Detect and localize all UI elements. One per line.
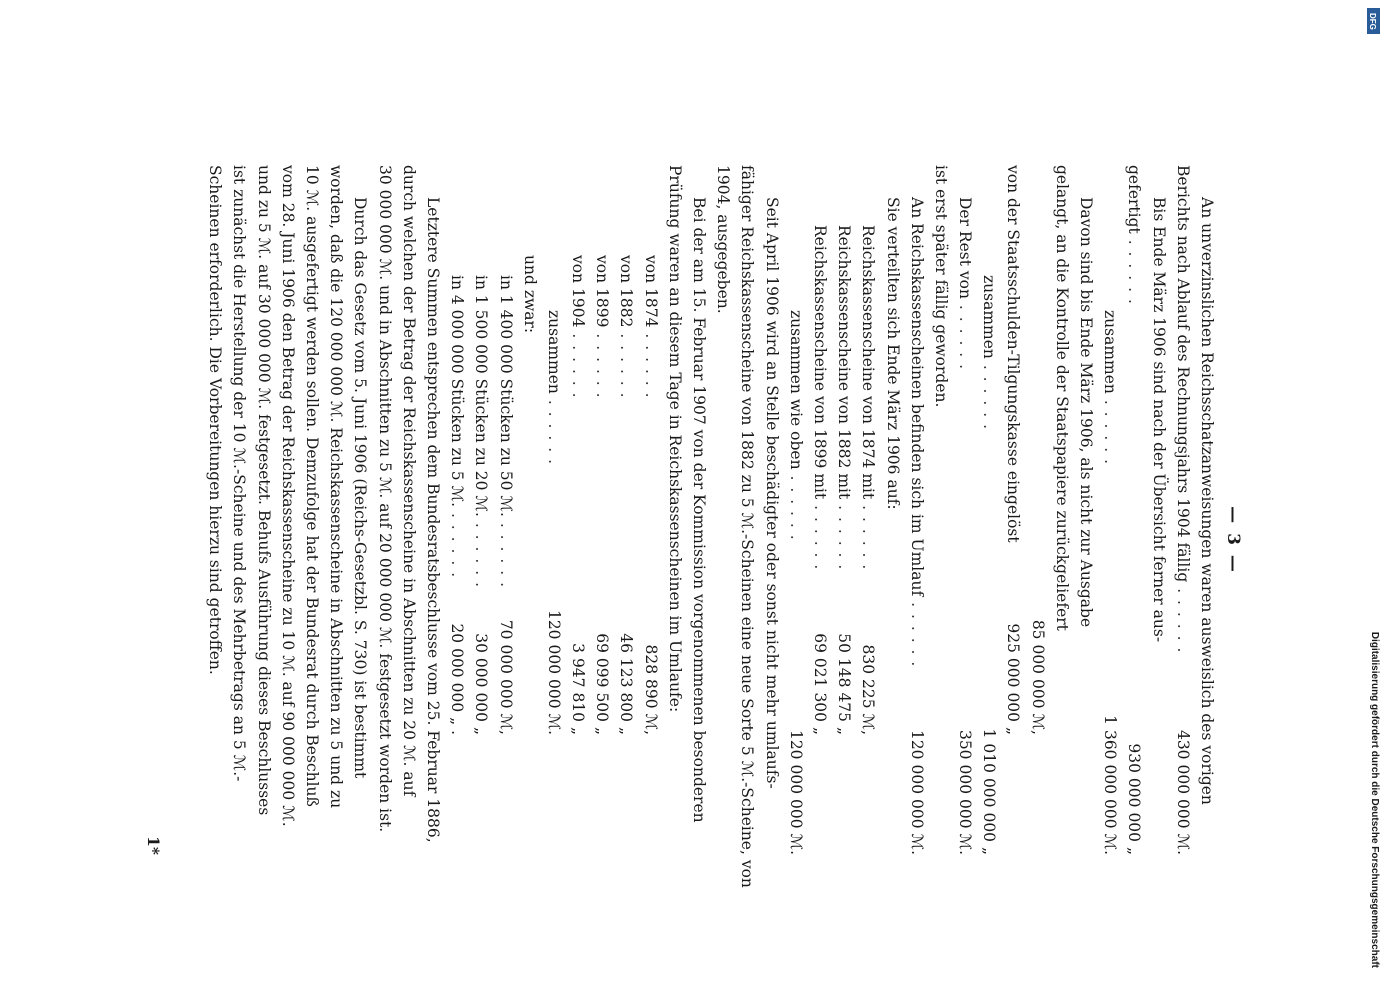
line-text: von der Staatsschulden-Tilgungskasse eingelöst bbox=[1004, 165, 1023, 543]
text-line bbox=[590, 165, 614, 855]
line-text: gelangt, an die Kontrolle der Staatspapiere zurückgeliefert bbox=[1052, 165, 1071, 631]
text-line bbox=[687, 165, 711, 855]
line-text: vom 28. Juni 1906 den Betrag der Reichskassenscheine zu 10 ℳ. auf 90 000 000 ℳ. bbox=[278, 165, 297, 827]
sub-amount: 20 000 000 „ . bbox=[448, 623, 467, 735]
line-text: Reichskassenscheine von 1874 mit bbox=[859, 225, 878, 500]
line-text: fähiger Reichskassenscheine von 1882 zu 5 ℳ.-Scheinen eine neue Sorte 5 ℳ.-Scheine, von bbox=[738, 165, 757, 888]
dot-leader: . . . . . . bbox=[859, 499, 878, 571]
dot-leader: . . . . . . bbox=[835, 499, 854, 571]
text-line bbox=[566, 165, 590, 855]
line-text: Bis Ende März 1906 sind nach der Übersicht ferner aus- bbox=[1149, 197, 1168, 643]
sub-amount: 69 021 300 „ bbox=[811, 633, 829, 735]
line-text: zusammen wie oben bbox=[786, 310, 805, 470]
line-text: zusammen bbox=[1101, 310, 1120, 394]
amount: 1 360 000 000 ℳ. bbox=[1101, 715, 1120, 855]
text-body bbox=[203, 165, 1219, 888]
text-line bbox=[614, 165, 638, 855]
text-line bbox=[300, 165, 324, 855]
line-text: Durch das Gesetz vom 5. Juni 1906 (Reichs-Gesetzbl. S. 730) ist bestimmt bbox=[351, 197, 370, 779]
text-line bbox=[518, 165, 542, 855]
text-line bbox=[808, 165, 832, 855]
dot-leader: . . . . . . bbox=[617, 327, 636, 399]
line-text: in 1 400 000 Stücken zu 50 ℳ. bbox=[496, 275, 515, 517]
line-text: Letztere Summen entsprechen dem Bundesratsbeschlusse vom 25. Februar 1886, bbox=[424, 197, 442, 843]
text-line bbox=[1195, 165, 1219, 855]
line-text: 1904, ausgegeben. bbox=[714, 165, 733, 314]
line-text: zusammen bbox=[544, 310, 563, 394]
text-line bbox=[856, 165, 880, 855]
dot-leader: . . . . . . bbox=[786, 469, 805, 541]
text-line bbox=[493, 165, 517, 855]
document-page bbox=[144, 165, 1245, 888]
text-line bbox=[1171, 165, 1195, 855]
line-text: gefertigt bbox=[1125, 165, 1144, 234]
text-line bbox=[1122, 165, 1146, 855]
line-text: worden, daß die 120 000 000 ℳ. Reichskassenscheine in Abschnitten zu 5 und zu bbox=[327, 165, 346, 809]
line-text: Reichskassenscheine von 1899 mit bbox=[811, 225, 829, 500]
dot-leader: . . . . . . bbox=[569, 327, 588, 399]
dot-leader: . . . . . . bbox=[1173, 582, 1192, 654]
line-text: und zu 5 ℳ. auf 30 000 000 ℳ. festgesetzt. Behufs Ausführung dieses Beschlusses bbox=[254, 165, 273, 816]
dot-leader: . . . . . . bbox=[1125, 233, 1144, 305]
text-line bbox=[276, 165, 300, 855]
dot-leader: . . . . . . bbox=[544, 393, 563, 466]
line-text: Bei der am 15. Februar 1907 von der Kommission vorgenommenen besonderen bbox=[690, 197, 709, 823]
text-line bbox=[348, 165, 372, 855]
amount: 120 000 000 ℳ. bbox=[786, 729, 805, 855]
sub-amount: 50 148 475 „ bbox=[835, 633, 854, 735]
line-text: zusammen bbox=[980, 275, 999, 359]
page-number-header: — 3 — bbox=[1223, 506, 1243, 574]
dot-leader: . . . . . . bbox=[907, 596, 926, 668]
dot-leader: . . . . . . bbox=[496, 516, 515, 589]
line-text: 10 ℳ. ausgefertigt werden sollen. Demzufolge hat der Bundesrat durch Beschluß bbox=[303, 165, 322, 807]
dot-leader: . . . . . . bbox=[593, 327, 612, 399]
text-line bbox=[252, 165, 276, 855]
line-text: An Reichskassenscheinen befinden sich im Umlauf bbox=[907, 197, 926, 597]
amount: 350 000 000 ℳ. bbox=[956, 729, 975, 855]
text-line bbox=[1146, 165, 1170, 855]
dot-leader: . . . . . . bbox=[448, 507, 467, 579]
text-line bbox=[663, 165, 687, 855]
text-line bbox=[784, 165, 808, 855]
dfg-logo: DFG bbox=[1367, 8, 1380, 34]
line-text: Der Rest von bbox=[956, 197, 975, 299]
sub-amount: 828 890 ℳ, bbox=[641, 644, 660, 735]
sub-amount: 3 947 810 „ bbox=[569, 643, 588, 735]
line-text: Reichskassenscheine von 1882 mit bbox=[835, 225, 854, 500]
sub-amount: 830 225 ℳ, bbox=[859, 644, 878, 735]
text-line bbox=[421, 165, 445, 855]
text-line bbox=[203, 165, 227, 855]
sub-amount: 70 000 000 ℳ, bbox=[496, 619, 515, 735]
text-line bbox=[929, 165, 953, 855]
line-text: durch welchen der Betrag der Reichskassenscheine in Abschnitten zu 20 ℳ. auf bbox=[399, 165, 418, 797]
line-text: von 1899 bbox=[593, 255, 612, 328]
amount: 930 000 000 „ bbox=[1125, 743, 1144, 855]
sub-amount: 85 000 000 ℳ, bbox=[1028, 619, 1047, 735]
line-text: ist zunächst die Herstellung der 10 ℳ.-Scheine und des Mehrbetrags an 5 ℳ.- bbox=[230, 165, 249, 782]
text-line bbox=[735, 165, 759, 888]
dot-leader: . . . . . . bbox=[980, 358, 999, 431]
line-text: Seit April 1906 wird an Stelle beschädigter oder sonst nicht mehr umlaufs- bbox=[762, 197, 781, 789]
sub-amount: 46 123 800 „ bbox=[617, 633, 636, 735]
text-line bbox=[469, 165, 493, 855]
line-text: Prüfung waren an diesem Tage in Reichskassenscheinen im Umlaufe: bbox=[665, 165, 684, 713]
amount: 120 000 000 ℳ. bbox=[907, 729, 926, 855]
dot-leader: . . . . . . bbox=[641, 327, 660, 399]
text-line bbox=[1001, 165, 1025, 855]
line-text: Sie verteilten sich Ende März 1906 auf: bbox=[883, 197, 902, 510]
text-line bbox=[1074, 165, 1098, 855]
sub-amount: 30 000 000 „ bbox=[472, 633, 491, 735]
line-text: von 1874 bbox=[641, 255, 660, 328]
digitization-stamp bbox=[1366, 8, 1380, 978]
text-line bbox=[759, 165, 783, 855]
dot-leader: . . . . . . bbox=[956, 298, 975, 371]
line-text: in 1 500 000 Stücken zu 20 ℳ. bbox=[472, 275, 491, 517]
text-line bbox=[977, 165, 1001, 855]
line-text: 30 000 000 ℳ. und in Abschnitten zu 5 ℳ. auf 20 000 000 ℳ. festgesetzt worden ist. bbox=[375, 165, 394, 833]
line-text: in 4 000 000 Stücken zu 5 ℳ. bbox=[448, 275, 467, 508]
sub-amount: 69 099 500 „ bbox=[593, 633, 612, 735]
text-line bbox=[1098, 165, 1122, 855]
amount: 430 000 000 ℳ. bbox=[1173, 729, 1192, 855]
text-line bbox=[1026, 165, 1050, 855]
dot-leader: . . . . . . bbox=[1101, 393, 1120, 466]
amount: 1 010 000 000 „ bbox=[980, 728, 999, 855]
text-line bbox=[1050, 165, 1074, 855]
text-line bbox=[832, 165, 856, 855]
text-line bbox=[372, 165, 396, 855]
dot-leader: . . . . . . bbox=[811, 499, 829, 571]
dot-leader: . . . . . . bbox=[472, 516, 491, 589]
text-line bbox=[639, 165, 663, 855]
text-line bbox=[880, 165, 904, 855]
text-line bbox=[711, 165, 735, 855]
line-text: von 1882 bbox=[617, 255, 636, 328]
line-text: Berichts nach Ablauf des Rechnungsjahrs 1904 fällig bbox=[1173, 165, 1192, 583]
line-text: An unverzinslichen Reichsschatzanweisungen waren ausweislich des vorigen bbox=[1198, 197, 1216, 805]
text-line bbox=[905, 165, 929, 855]
line-text: und zwar: bbox=[520, 255, 539, 334]
text-line bbox=[227, 165, 251, 855]
line-text: Davon sind bis Ende März 1906, als nicht zur Ausgabe bbox=[1077, 197, 1096, 628]
text-line bbox=[397, 165, 421, 855]
line-text: ist erst später fällig geworden. bbox=[931, 165, 950, 408]
text-line bbox=[445, 165, 469, 855]
line-text: von 1904 bbox=[569, 255, 588, 328]
stamp-text: Digitalisierung gefördert durch die Deutsche Forschungsgemeinschaft bbox=[1369, 631, 1380, 968]
line-text: Scheinen erforderlich. Die Vorbereitungen hierzu sind getroffen. bbox=[206, 165, 225, 675]
text-line bbox=[953, 165, 977, 855]
text-line bbox=[324, 165, 348, 855]
signature-mark: 1* bbox=[144, 836, 163, 855]
sub-amount: 120 000 000 ℳ. bbox=[544, 609, 563, 735]
text-line bbox=[542, 165, 566, 855]
sub-amount: 925 000 000 „ bbox=[1004, 623, 1023, 735]
